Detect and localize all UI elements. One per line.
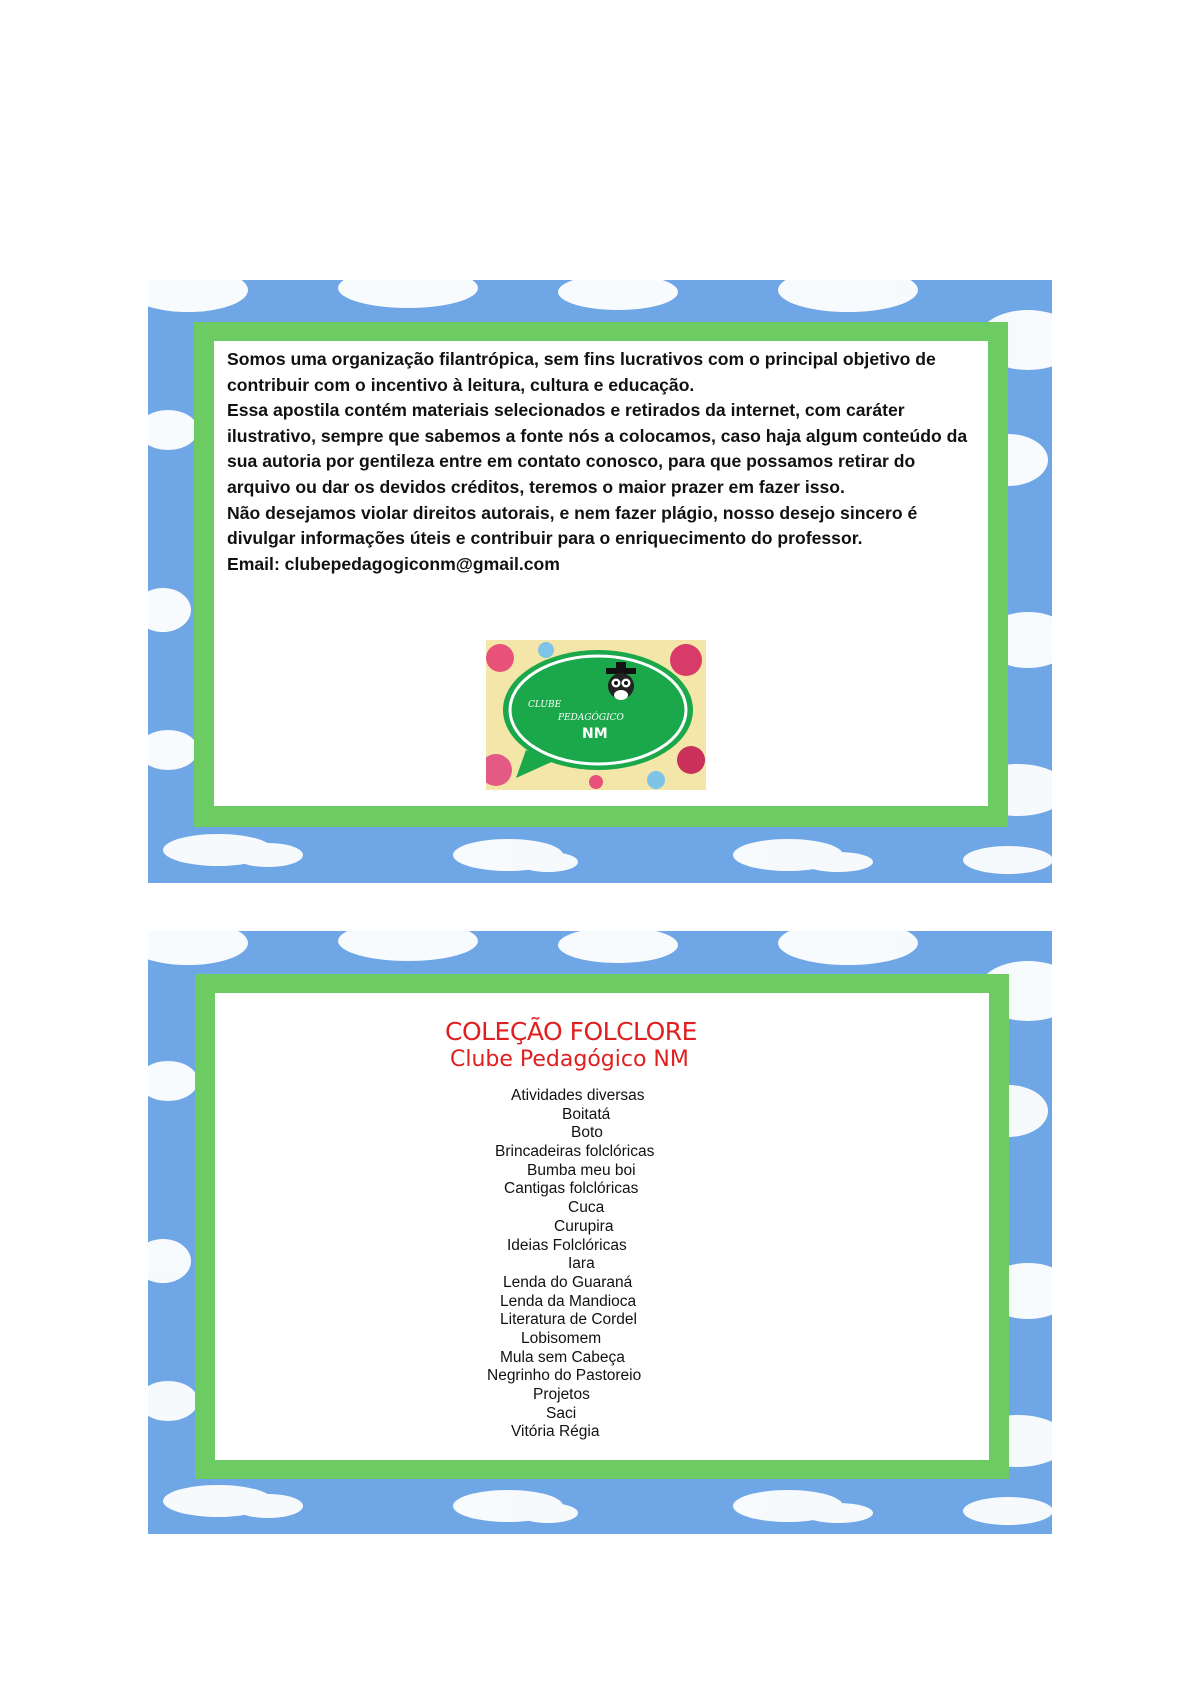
list-item: Lenda do Guaraná: [503, 1273, 633, 1291]
list-item: Curupira: [554, 1217, 614, 1235]
email-line: Email: clubepedagogiconm@gmail.com: [227, 553, 560, 574]
collection-list: [487, 1087, 795, 1442]
intro-paragraph: Essa apostila contém materiais selecionados e retirados da internet, com caráter ilustrativo, sempre que sabemos a fonte nós a colocamos, caso haja algum conteúdo da sua autoria por gentileza entre em contato conosco, para que possamos retirar do arquivo ou dar os devidos créditos, teremos o maior prazer em fazer isso.: [227, 400, 968, 497]
list-item: Atividades diversas: [511, 1087, 645, 1104]
intro-paragraph: Não desejamos violar direitos autorais, e nem fazer plágio, nosso desejo sincero é divulgar informações úteis e contribuir para o enriquecimento do professor.: [227, 502, 918, 549]
intro-paragraph: Somos uma organização filantrópica, sem fins lucrativos com o principal objetivo de contribuir com o incentivo à leitura, cultura e educação.: [227, 349, 936, 395]
list-item: Ideias Folclóricas: [507, 1236, 627, 1254]
list-item: Cuca: [568, 1199, 605, 1217]
green-frame: [195, 974, 1009, 1479]
collection-card: [215, 993, 989, 1460]
list-item: Negrinho do Pastoreio: [487, 1367, 642, 1385]
logo-line2: PEDAGÓGICO: [558, 713, 624, 723]
list-item: Boitatá: [562, 1105, 611, 1123]
list-item: Projetos: [533, 1386, 590, 1403]
list-item: Bumba meu boi: [527, 1161, 636, 1179]
info-panel: [148, 280, 1052, 883]
list-item: Iara: [568, 1255, 595, 1273]
list-item: Saci: [546, 1404, 577, 1422]
list-item: Vitória Régia: [511, 1423, 600, 1441]
list-item: Lenda da Mandioca: [500, 1292, 637, 1310]
list-item: Brincadeiras folclóricas: [495, 1143, 655, 1161]
collection-panel: [148, 931, 1052, 1534]
green-frame: [194, 322, 1008, 827]
list-item: Boto: [571, 1124, 603, 1142]
list-item: Cantigas folclóricas: [504, 1180, 639, 1198]
logo-line1: CLUBE: [528, 700, 562, 710]
logo-line3: NM: [582, 726, 608, 742]
list-item: Literatura de Cordel: [500, 1311, 637, 1329]
list-item: Mula sem Cabeça: [500, 1348, 625, 1366]
intro-text: [227, 347, 979, 577]
collection-subtitle: Clube Pedagógico NM: [450, 1047, 689, 1072]
info-card: [214, 341, 988, 806]
collection-title: COLEÇÃO FOLCLORE: [445, 1017, 697, 1046]
clube-pedagogico-logo: [486, 640, 706, 790]
list-item: Lobisomem: [521, 1329, 602, 1347]
